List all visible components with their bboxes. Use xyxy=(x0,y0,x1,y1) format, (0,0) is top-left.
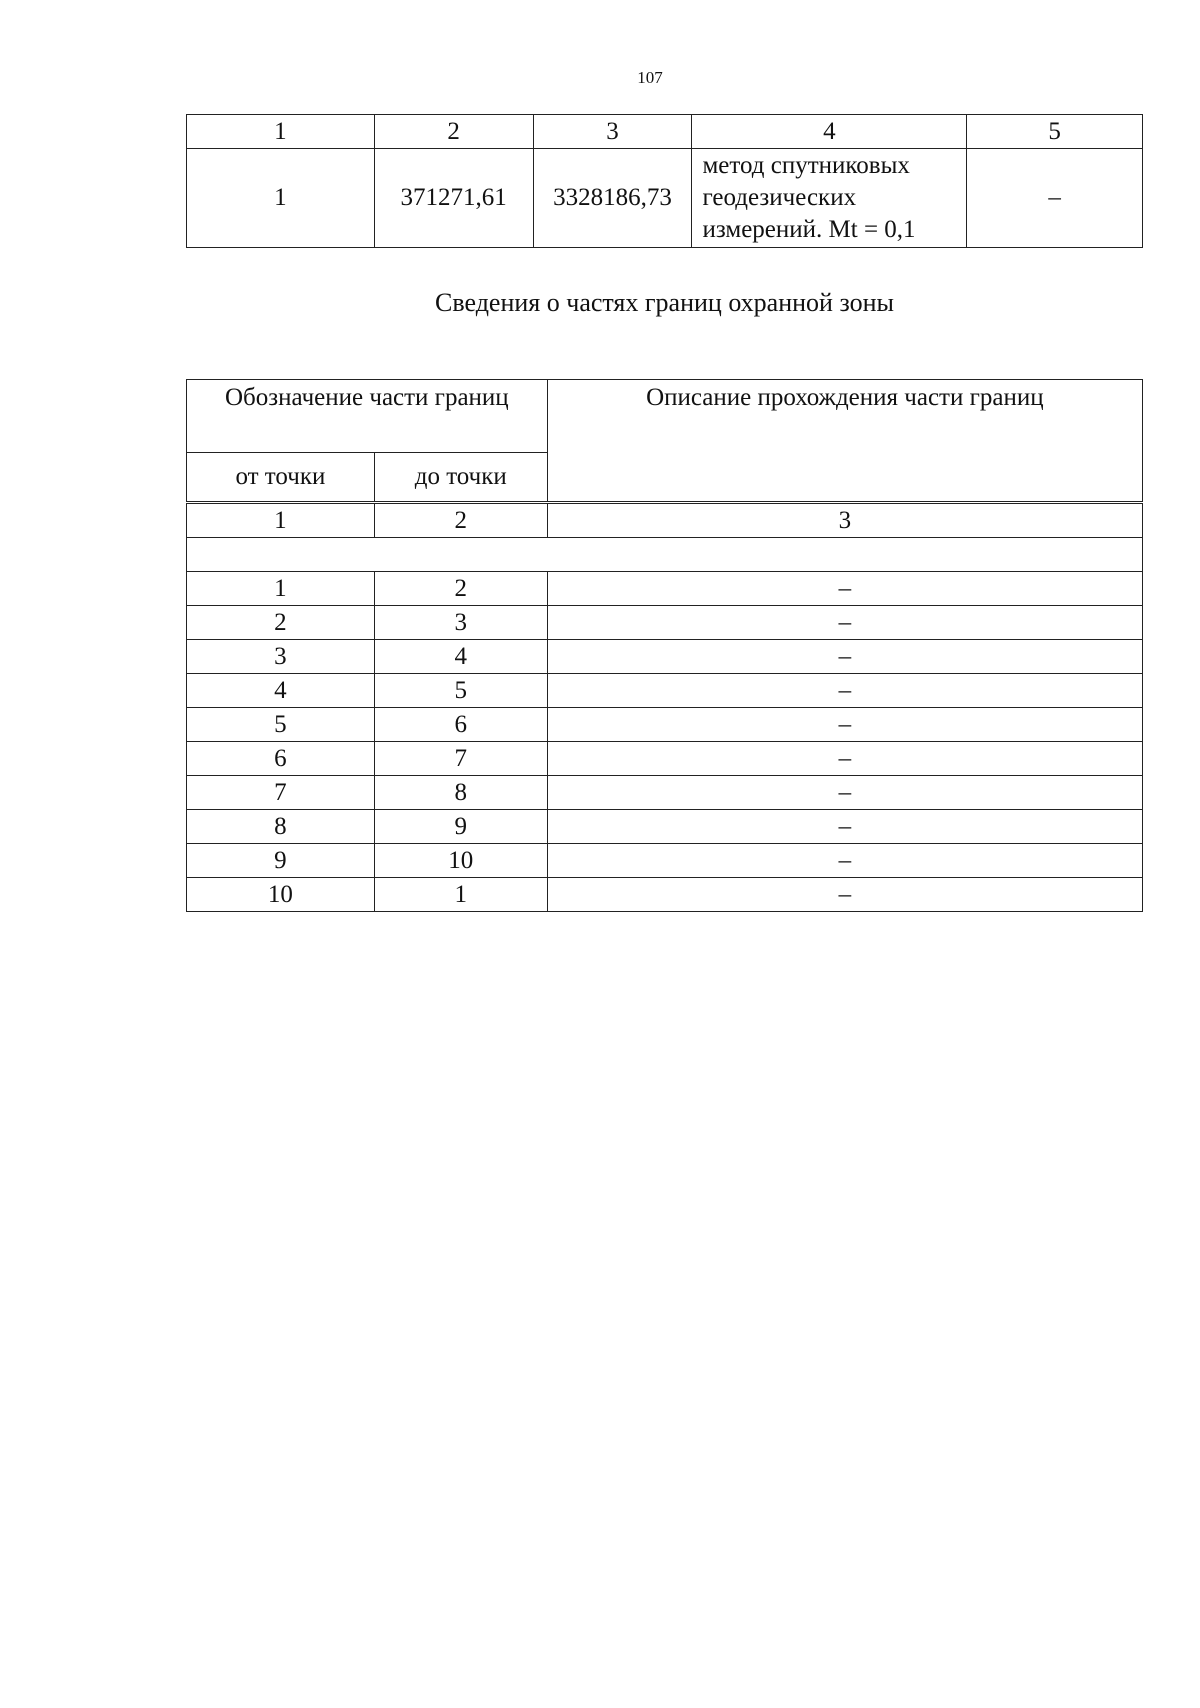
description-cell: – xyxy=(547,674,1142,708)
from-point-cell: 8 xyxy=(187,810,375,844)
from-point-cell: 1 xyxy=(187,572,375,606)
description-cell: – xyxy=(547,640,1142,674)
method-line: геодезических xyxy=(702,184,857,211)
description-cell: – xyxy=(547,878,1142,912)
table-row xyxy=(187,572,1143,606)
to-point-cell: 3 xyxy=(374,606,547,640)
method-line: измерений. Mt = 0,1 xyxy=(702,216,916,243)
table-header-row xyxy=(187,504,1143,538)
column-number: 1 xyxy=(187,115,375,149)
from-point-cell: 7 xyxy=(187,776,375,810)
to-point-cell: 4 xyxy=(374,640,547,674)
column-number: 3 xyxy=(547,504,1142,538)
description-cell: – xyxy=(547,844,1142,878)
column-number: 5 xyxy=(967,115,1143,149)
table-row xyxy=(187,810,1143,844)
method-description xyxy=(692,149,967,248)
to-point-cell: 10 xyxy=(374,844,547,878)
section-title: Сведения о частях границ охранной зоны xyxy=(435,288,894,317)
table-row xyxy=(187,640,1143,674)
description-cell: – xyxy=(547,606,1142,640)
note-cell: – xyxy=(967,149,1143,248)
table-header-row xyxy=(187,115,1143,149)
parts-table xyxy=(186,503,1143,912)
from-point-cell: 10 xyxy=(187,878,375,912)
column-number: 2 xyxy=(374,504,547,538)
to-point-cell: 8 xyxy=(374,776,547,810)
to-point-cell: 6 xyxy=(374,708,547,742)
description-cell: – xyxy=(547,776,1142,810)
table-row xyxy=(187,606,1143,640)
from-point-cell: 6 xyxy=(187,742,375,776)
column-number: 2 xyxy=(374,115,533,149)
empty-cell xyxy=(187,538,1143,572)
table-row xyxy=(187,878,1143,912)
table-row xyxy=(187,742,1143,776)
from-point-cell: 5 xyxy=(187,708,375,742)
description-cell: – xyxy=(547,742,1142,776)
to-point-cell: 2 xyxy=(374,572,547,606)
from-point-header: от точки xyxy=(187,453,375,502)
point-number: 1 xyxy=(187,149,375,248)
y-coordinate: 3328186,73 xyxy=(533,149,692,248)
table-row xyxy=(187,708,1143,742)
column-number: 4 xyxy=(692,115,967,149)
from-point-cell: 3 xyxy=(187,640,375,674)
column-number: 1 xyxy=(187,504,375,538)
boundary-part-designation-header: Обозначение части границ xyxy=(187,380,548,453)
to-point-cell: 9 xyxy=(374,810,547,844)
description-cell: – xyxy=(547,572,1142,606)
to-point-cell: 5 xyxy=(374,674,547,708)
from-point-cell: 9 xyxy=(187,844,375,878)
from-point-cell: 4 xyxy=(187,674,375,708)
table-row xyxy=(187,844,1143,878)
to-point-cell: 1 xyxy=(374,878,547,912)
to-point-cell: 7 xyxy=(374,742,547,776)
from-point-cell: 2 xyxy=(187,606,375,640)
description-cell: – xyxy=(547,810,1142,844)
description-cell: – xyxy=(547,708,1142,742)
page-number: 107 xyxy=(637,68,663,87)
empty-row xyxy=(187,538,1143,572)
column-number: 3 xyxy=(533,115,692,149)
method-line: метод спутниковых xyxy=(702,152,910,179)
to-point-header: до точки xyxy=(374,453,547,502)
table-row xyxy=(187,149,1143,248)
x-coordinate: 371271,61 xyxy=(374,149,533,248)
boundary-part-description-header: Описание прохождения части границ xyxy=(547,380,1142,502)
coordinates-table xyxy=(186,114,1143,248)
parts-table-header xyxy=(186,379,1143,502)
table-row xyxy=(187,674,1143,708)
table-row xyxy=(187,776,1143,810)
